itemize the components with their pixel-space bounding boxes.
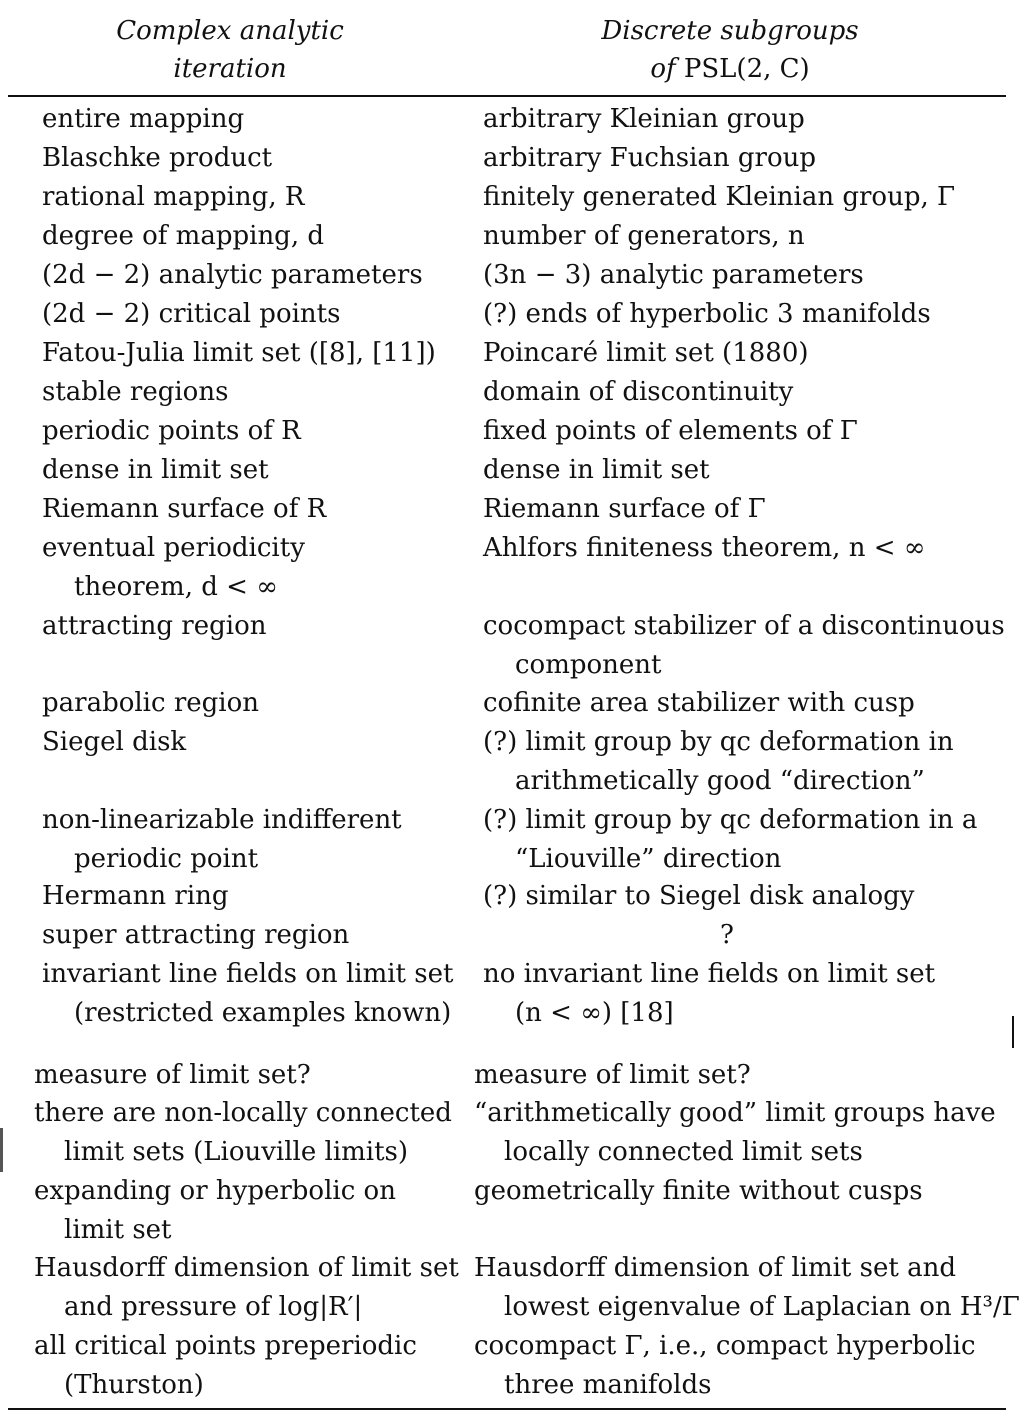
left-cell-text: invariant line fields on limit set [42,959,454,989]
left-cell-text: dense in limit set [42,455,269,485]
left-cell-text: theorem, d < ∞ [74,572,278,602]
header-right-line1: Discrete subgroups [601,16,859,46]
left-cell-text: periodic point [74,844,259,874]
left-cell-text: attracting region [42,611,267,641]
right-cell-text: number of generators, n [483,221,805,251]
left-cell-text: super attracting region [42,920,350,950]
header-left [80,12,380,88]
right-cell-text: no invariant line fields on limit set [483,959,936,989]
left-cell-text: parabolic region [42,688,260,718]
right-cell-text: geometrically finite without cusps [474,1176,923,1206]
right-cell-text: “arithmetically good” limit groups have [474,1098,996,1128]
right-cell-text: cocompact stabilizer of a discontinuous [483,611,1005,641]
right-cell-text: (?) similar to Siegel disk analogy [483,881,915,911]
header-right-group: PSL(2, C) [683,54,810,84]
right-cell-text: (?) ends of hyperbolic 3 manifolds [483,299,931,329]
right-cell-text: Ahlfors finiteness theorem, n < ∞ [483,533,926,563]
header-right [560,12,900,88]
right-cell-text: ? [720,920,734,950]
left-cell-text: Blaschke product [42,143,273,173]
left-cell-text: eventual periodicity [42,533,305,563]
left-cell-text: Riemann surface of R [42,494,327,524]
left-cell-text: all critical points preperiodic [34,1331,417,1361]
right-cell-text: (?) limit group by qc deformation in [483,727,954,757]
left-cell-text: entire mapping [42,104,245,134]
left-cell-text: (restricted examples known) [74,998,452,1028]
left-cell-text: limit sets (Liouville limits) [64,1137,409,1167]
right-cell-text: Hausdorff dimension of limit set and [474,1253,956,1283]
left-cell-text: and pressure of log|R′| [64,1292,363,1322]
header-right-line2 [560,50,900,88]
left-cell-text: non-linearizable indifferent [42,805,402,835]
header-left-line2: iteration [173,54,287,84]
left-cell-text: Hermann ring [42,881,229,911]
left-cell-text: (2d − 2) analytic parameters [42,260,423,290]
left-cell-text: periodic points of R [42,416,301,446]
right-cell-text: arbitrary Kleinian group [483,104,805,134]
right-cell-text: fixed points of elements of Γ [483,416,858,446]
margin-mark [1012,1016,1014,1048]
left-cell-text: there are non-locally connected [34,1098,452,1128]
left-cell-text: rational mapping, R [42,182,305,212]
left-cell-text: degree of mapping, d [42,221,325,251]
left-cell-text: (Thurston) [64,1370,204,1400]
right-cell-text: dense in limit set [483,455,710,485]
right-cell-text: Poincaré limit set (1880) [483,338,809,368]
left-cell-text: limit set [64,1215,172,1245]
right-cell-text: measure of limit set? [474,1060,751,1090]
right-cell-text: finitely generated Kleinian group, Γ [483,182,956,212]
right-cell-text: locally connected limit sets [504,1137,863,1167]
edge-mark [0,1128,3,1172]
right-cell-text: arithmetically good “direction” [515,766,925,796]
left-cell-text: Hausdorff dimension of limit set [34,1253,459,1283]
right-cell-text: cocompact Γ, i.e., compact hyperbolic [474,1331,976,1361]
left-cell-text: measure of limit set? [34,1060,311,1090]
left-cell-text: (2d − 2) critical points [42,299,341,329]
right-cell-text: (?) limit group by qc deformation in a [483,805,978,835]
right-cell-text: (n < ∞) [18] [515,998,674,1028]
right-cell-text: domain of discontinuity [483,377,794,407]
right-cell-text: “Liouville” direction [515,844,782,874]
right-cell-text: cofinite area stabilizer with cusp [483,688,915,718]
right-cell-text: Riemann surface of Γ [483,494,766,524]
right-cell-text: component [515,650,662,680]
header-right-of: of [650,54,684,84]
right-cell-text: three manifolds [504,1370,712,1400]
left-cell-text: Siegel disk [42,727,187,757]
bottom-rule [8,1408,1006,1410]
left-cell-text: stable regions [42,377,229,407]
top-rule [8,95,1006,97]
left-cell-text: Fatou-Julia limit set ([8], [11]) [42,338,436,368]
left-cell-text: expanding or hyperbolic on [34,1176,396,1206]
right-cell-text: arbitrary Fuchsian group [483,143,817,173]
right-cell-text: lowest eigenvalue of Laplacian on H³/Γ [504,1292,1020,1322]
right-cell-text: (3n − 3) analytic parameters [483,260,864,290]
header-left-line1: Complex analytic [116,16,344,46]
